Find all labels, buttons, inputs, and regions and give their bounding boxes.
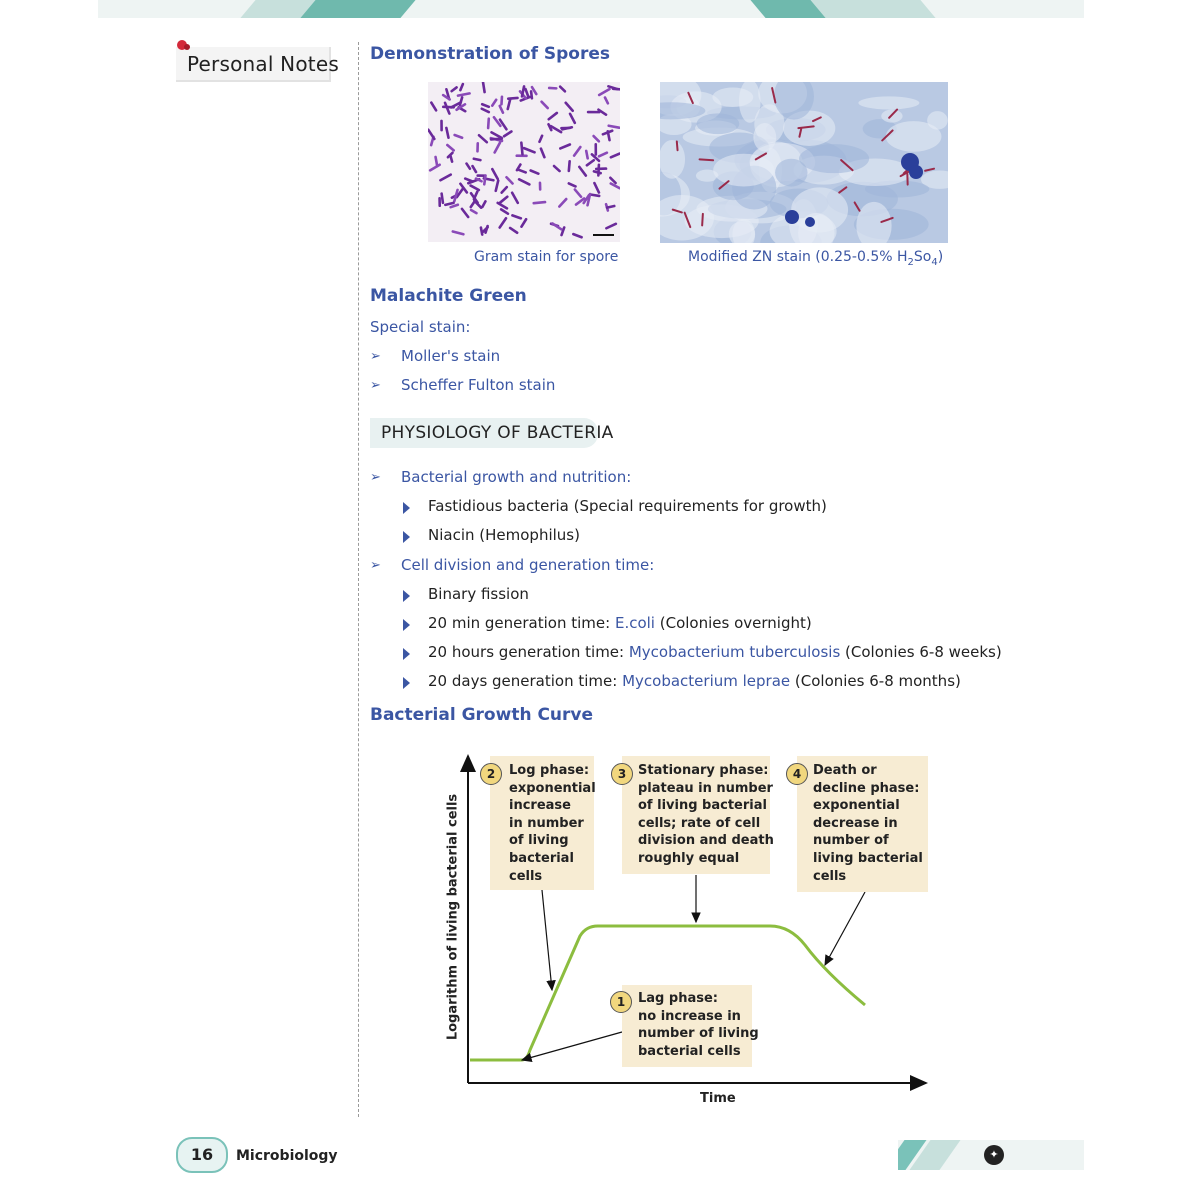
triangle-bullet-icon (403, 590, 410, 602)
bacterium-rod (534, 202, 545, 203)
cell-division-heading: Cell division and generation time: (401, 556, 655, 574)
moller-stain-item: Moller's stain (401, 347, 501, 365)
bacterium-rod (492, 100, 496, 106)
division-item: 20 hours generation time: Mycobacterium tuberculosis (Colonies 6-8 weeks) (428, 643, 1002, 661)
bacterium-rod (428, 130, 434, 139)
bacterium-rod (512, 193, 518, 203)
bacterium-rod (512, 215, 520, 218)
bacterium-rod (482, 109, 489, 112)
bacterium-rod (447, 145, 453, 150)
bacterium-rod (579, 167, 586, 176)
growth-nutrition-heading: Bacterial growth and nutrition: (401, 468, 632, 486)
gram-stain-image (428, 82, 620, 242)
fastidious-item: Fastidious bacteria (Special requirements for growth) (428, 497, 827, 515)
bacterium-rod (465, 179, 472, 182)
bacterium-rod (471, 186, 479, 190)
bacterium-rod (460, 84, 462, 90)
scheffer-fulton-item: Scheffer Fulton stain (401, 376, 556, 394)
stain-blotch (886, 121, 942, 152)
bacterium-rod (491, 139, 502, 140)
bacterium-rod (431, 103, 436, 111)
bacterium-rod (519, 179, 529, 184)
bacterium-rod (496, 181, 498, 191)
bacterium-rod (542, 102, 548, 108)
bacterium-rod (467, 164, 470, 169)
bacterium-rod (554, 166, 560, 171)
bacterium-rod (702, 214, 703, 226)
phase-4-badge: 4 (786, 763, 808, 785)
bacterium-rod (573, 234, 581, 237)
bacterium-rod (508, 99, 510, 109)
growth-curve-heading: Bacterial Growth Curve (370, 705, 594, 725)
bacterium-rod (445, 203, 453, 205)
zn-stain-image (660, 82, 948, 243)
bacterium-rod (574, 147, 580, 156)
bacterium-rod (700, 159, 714, 160)
bacterium-rod (498, 203, 507, 208)
spores-heading: Demonstration of Spores (370, 44, 611, 64)
bacterium-rod (473, 166, 477, 172)
bacterium-rod (531, 170, 539, 173)
bacterium-rod (606, 224, 615, 228)
top-decorative-band (98, 0, 1084, 18)
stain-blotch (775, 159, 807, 187)
footer-subject: Microbiology (236, 1148, 338, 1164)
bacterium-rod (506, 177, 512, 183)
bacterium-rod (474, 192, 477, 200)
bacterium-rod (603, 131, 612, 135)
bacterium-rod (569, 183, 576, 186)
bacterium-rod (500, 218, 506, 227)
arrow-bullet-icon: ➢ (370, 349, 381, 364)
bacterium-rod (586, 151, 587, 158)
bacterium-rod (599, 89, 609, 95)
bacterium-rod (440, 175, 450, 181)
bacterium-rod (483, 82, 485, 92)
stain-blotch (697, 113, 740, 134)
bacterium-rod (591, 195, 599, 196)
bacterium-rod (560, 87, 565, 92)
bacterium-rod (925, 169, 934, 171)
triangle-bullet-icon (403, 648, 410, 660)
page-number: 16 (176, 1137, 228, 1173)
bacterium-rod (436, 157, 438, 166)
x-axis-label: Time (700, 1091, 736, 1106)
bacterium-rod (462, 209, 468, 217)
bacterium-rod (446, 128, 448, 138)
bacterium-rod (492, 169, 497, 179)
cell-cluster (805, 217, 815, 227)
bacterium-rod (500, 120, 506, 130)
cell-cluster (785, 210, 799, 224)
bacterium-rod (471, 210, 476, 213)
bacterium-rod (611, 154, 620, 158)
bacterium-rod (500, 106, 503, 113)
bacterium-rod (482, 201, 485, 207)
bacterium-rod (458, 93, 470, 95)
division-item: 20 days generation time: Mycobacterium leprae (Colonies 6-8 months) (428, 672, 961, 690)
bacterium-rod (594, 136, 599, 141)
log-phase-text: Log phase: exponential increase in number of living bacterial cells (509, 763, 596, 884)
bacterium-rod (531, 91, 532, 98)
bacterium-rod (501, 209, 508, 213)
stain-blotch (713, 154, 774, 187)
bacterium-rod (455, 135, 462, 138)
bacterium-rod (481, 228, 482, 235)
special-stain-label: Special stain: (370, 318, 471, 336)
bacterium-rod (549, 113, 557, 119)
triangle-bullet-icon (403, 531, 410, 543)
death-phase-pointer (825, 892, 865, 965)
physiology-title: PHYSIOLOGY OF BACTERIA (381, 423, 614, 443)
pushpin-shadow (184, 44, 190, 50)
bacterium-rod (594, 183, 599, 192)
bacterium-rod (500, 197, 507, 203)
bacterium-rod (452, 87, 457, 91)
stain-blotch (799, 144, 869, 173)
bacterium-rod (524, 148, 535, 152)
bacterium-rod (569, 161, 570, 171)
bacterium-rod (492, 132, 502, 138)
bacterium-rod (539, 136, 542, 142)
stain-blotch (660, 140, 685, 179)
phase-3-badge: 3 (611, 763, 633, 785)
bacterium-rod (609, 126, 620, 128)
bacterium-rod (453, 231, 464, 234)
publisher-logo-icon: ✦ (984, 1145, 1004, 1165)
division-item: Binary fission (428, 585, 529, 603)
bacterium-rod (598, 165, 599, 176)
cell-cluster (909, 165, 923, 179)
bacterium-rod (575, 190, 581, 197)
bacterium-rod (510, 228, 517, 233)
bacterium-rod (587, 160, 594, 165)
death-phase-text: Death or decline phase: exponential decrease in number of living bacterial cells (813, 763, 923, 884)
bacterium-rod (525, 89, 527, 96)
bacterium-rod (454, 190, 457, 201)
bacterium-rod (605, 98, 608, 104)
zn-stain-caption: Modified ZN stain (0.25-0.5% $H_2So_4$) (688, 249, 944, 268)
malachite-heading: Malachite Green (370, 286, 527, 306)
bacterium-rod (532, 87, 536, 94)
bacterium-rod (607, 206, 614, 208)
bacterium-rod (471, 201, 475, 207)
stain-blotch (858, 96, 919, 109)
bacterium-rod (521, 219, 526, 226)
y-axis-label: Logarithm of living bacterial cells (445, 793, 461, 1041)
bacterium-rod (495, 143, 500, 153)
bacterium-rod (450, 156, 452, 162)
bacterium-rod (551, 126, 561, 132)
bacterium-rod (541, 149, 544, 158)
bacterium-rod (502, 187, 507, 193)
arrow-bullet-icon: ➢ (370, 470, 381, 485)
bacterium-rod (570, 114, 575, 123)
triangle-bullet-icon (403, 502, 410, 514)
personal-notes-label: Personal Notes (187, 52, 339, 76)
bacterium-rod (451, 205, 458, 207)
arrow-bullet-icon: ➢ (370, 558, 381, 573)
gram-stain-caption: Gram stain for spore (474, 249, 619, 265)
log-phase-pointer (542, 890, 552, 990)
bacterium-rod (560, 144, 570, 148)
bacterium-rod (610, 178, 615, 183)
bacterium-rod (559, 199, 566, 206)
bacterium-rod (566, 103, 573, 111)
lag-phase-text: Lag phase: no increase in number of living bacterial cells (638, 991, 759, 1059)
bacterium-rod (479, 135, 487, 142)
bacterium-rod (519, 170, 526, 173)
triangle-bullet-icon (403, 677, 410, 689)
bacterium-rod (442, 194, 443, 203)
notes-divider (358, 42, 359, 1117)
bacterium-rod (482, 104, 489, 107)
niacin-item: Niacin (Hemophilus) (428, 526, 580, 544)
stationary-phase-text: Stationary phase: plateau in number of living bacterial cells; rate of cell division and death roughly equal (638, 763, 774, 866)
bacterium-rod (504, 131, 511, 136)
bacterium-rod (474, 159, 481, 160)
bacterium-rod (484, 175, 485, 184)
bacterium-rod (599, 153, 607, 157)
bacterium-rod (677, 142, 678, 151)
bacterium-rod (488, 119, 489, 128)
division-item: 20 min generation time: E.coli (Colonies overnight) (428, 614, 812, 632)
arrow-bullet-icon: ➢ (370, 378, 381, 393)
triangle-bullet-icon (403, 619, 410, 631)
phase-1-badge: 1 (610, 991, 632, 1013)
bacterium-rod (521, 143, 522, 155)
phase-2-badge: 2 (480, 763, 502, 785)
